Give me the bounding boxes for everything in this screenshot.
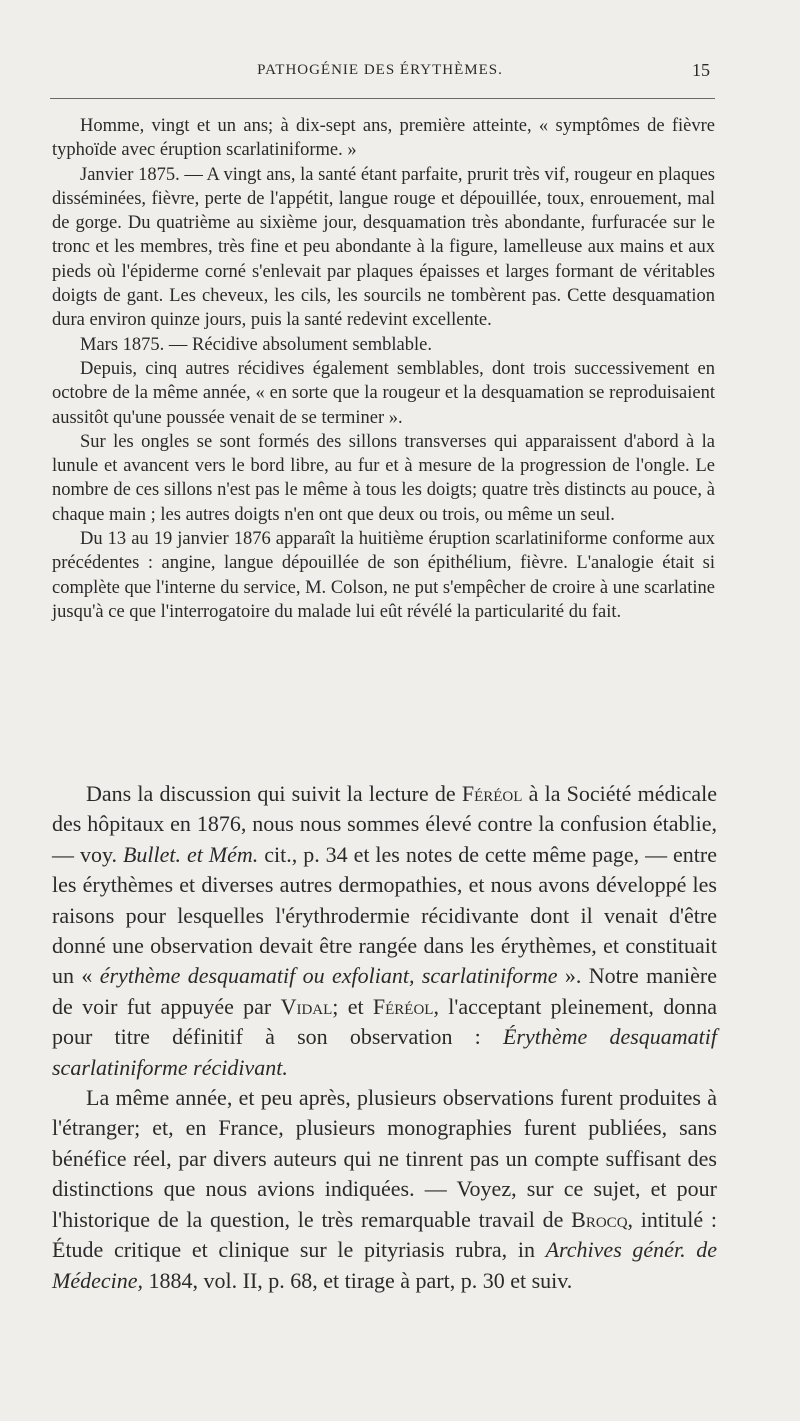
discussion-text (52, 779, 717, 1296)
observation-title: Érythème desquamatif scarlatiniforme récidivant. (52, 1024, 717, 1080)
observation-paragraph: Janvier 1875. — A vingt ans, la santé étant parfaite, prurit très vif, rougeur en plaques disséminées, fièvre, perte de l'appétit, langue rouge et dépouillée, toux, enrouement, mal de gorge. Du quatrième au sixième jour, desquamation très abondante, furfuracée sur le tronc et les membres, très fine et peu abondante à la figure, lamelleuse aux mains et aux pieds où l'épiderme corné s'enlevait par plaques épaisses et larges formant de véritables doigts de gant. Les cheveux, les cils, les sourcils ne tombèrent pas. Cette desquamation dura environ quinze jours, puis la santé redevint excellente. (52, 164, 715, 331)
observation-paragraph: Depuis, cinq autres récidives également semblables, dont trois successivement en octobre de la même année, « en sorte que la rougeur et la desquamation se reproduisaient aussitôt qu'une poussée venait de se terminer ». (52, 358, 715, 428)
observation-paragraph: Du 13 au 19 janvier 1876 apparaît la huitième éruption scarlatiniforme conforme aux précédentes : angine, langue dépouillée de son épithélium, fièvre. L'analogie était si complète que l'interne du service, M. Colson, ne put s'empêcher de croire à une scarlatine jusqu'à ce que l'interrogatoire du malade lui eût révélé la particularité du fait. (52, 529, 715, 622)
text-run: , l'acceptant pleinement, donna pour titre définitif à son observation : (52, 993, 717, 1050)
discussion-paragraph (52, 1083, 717, 1296)
text-run: Dans la discussion qui suivit la lecture de (86, 781, 462, 806)
text-run: ; et (332, 993, 373, 1019)
observation-paragraph: Mars 1875. — Récidive absolument semblable. (80, 334, 432, 355)
text-run: 1884, vol. II, p. 68, et tirage à part, p. 30 et suiv. (143, 1267, 573, 1293)
observation-text (52, 114, 715, 624)
text-run: à la Société médicale des hôpitaux en 1876, nous nous sommes élevé contre la confusion établie, — voy. (52, 781, 718, 867)
author-name: Féréol (461, 781, 523, 806)
observation-paragraph: Homme, vingt et un ans; à dix-sept ans, première atteinte, « symptômes de fièvre typhoïde avec éruption scarlatiniforme. » (52, 116, 715, 161)
discussion-paragraph (52, 779, 717, 1083)
term: érythème desquamatif ou exfoliant, scarlatiniforme (99, 963, 558, 989)
page-number: 15 (692, 60, 710, 80)
page-header (50, 60, 710, 86)
journal-title: Archives génér. de Médecine, (52, 1237, 717, 1293)
author-name: Brocq (571, 1206, 628, 1232)
author-name: Vidal (280, 993, 333, 1019)
observation-paragraph: Sur les ongles se sont formés des sillons transverses qui apparaissent d'abord à la lunule et avancent vers le bord libre, au fur et à mesure de la progression de l'ongle. Le nombre de ces sillons n'est pas le même à tous les doigts; quatre très distincts au pouce, à chaque main ; les autres doigts n'en ont que deux ou trois, ou même un seul. (52, 431, 715, 525)
header-rule (50, 98, 715, 99)
author-name: Féréol (372, 993, 434, 1019)
text-run: , intitulé : Étude critique et clinique sur le pityriasis rubra, in (52, 1206, 717, 1263)
running-title: PATHOGÉNIE DES ÉRYTHÈMES. (257, 62, 503, 78)
text-run: La même année, et peu après, plusieurs observations furent produites à l'étranger; et, en France, plusieurs monographies furent publiées, sans bénéfice réel, par divers auteurs qui ne tinrent pas un compte suffisant des distinctions que nous avions indiquées. — Voyez, sur ce sujet, et pour l'historique de la question, le très remarquable travail de (52, 1085, 717, 1232)
text-run: cit., p. 34 et les notes de cette même page, — entre les érythèmes et diverses autres dermopathies, et nous avons développé les raisons pour lesquelles l'érythrodermie récidivante dont il venait d'être donné une observation devait être rangée dans les érythèmes, et constituait un « (52, 841, 717, 989)
text-run: ». Notre manière de voir fut appuyée par (52, 963, 718, 1019)
reference: Bullet. et Mém. (122, 841, 259, 867)
